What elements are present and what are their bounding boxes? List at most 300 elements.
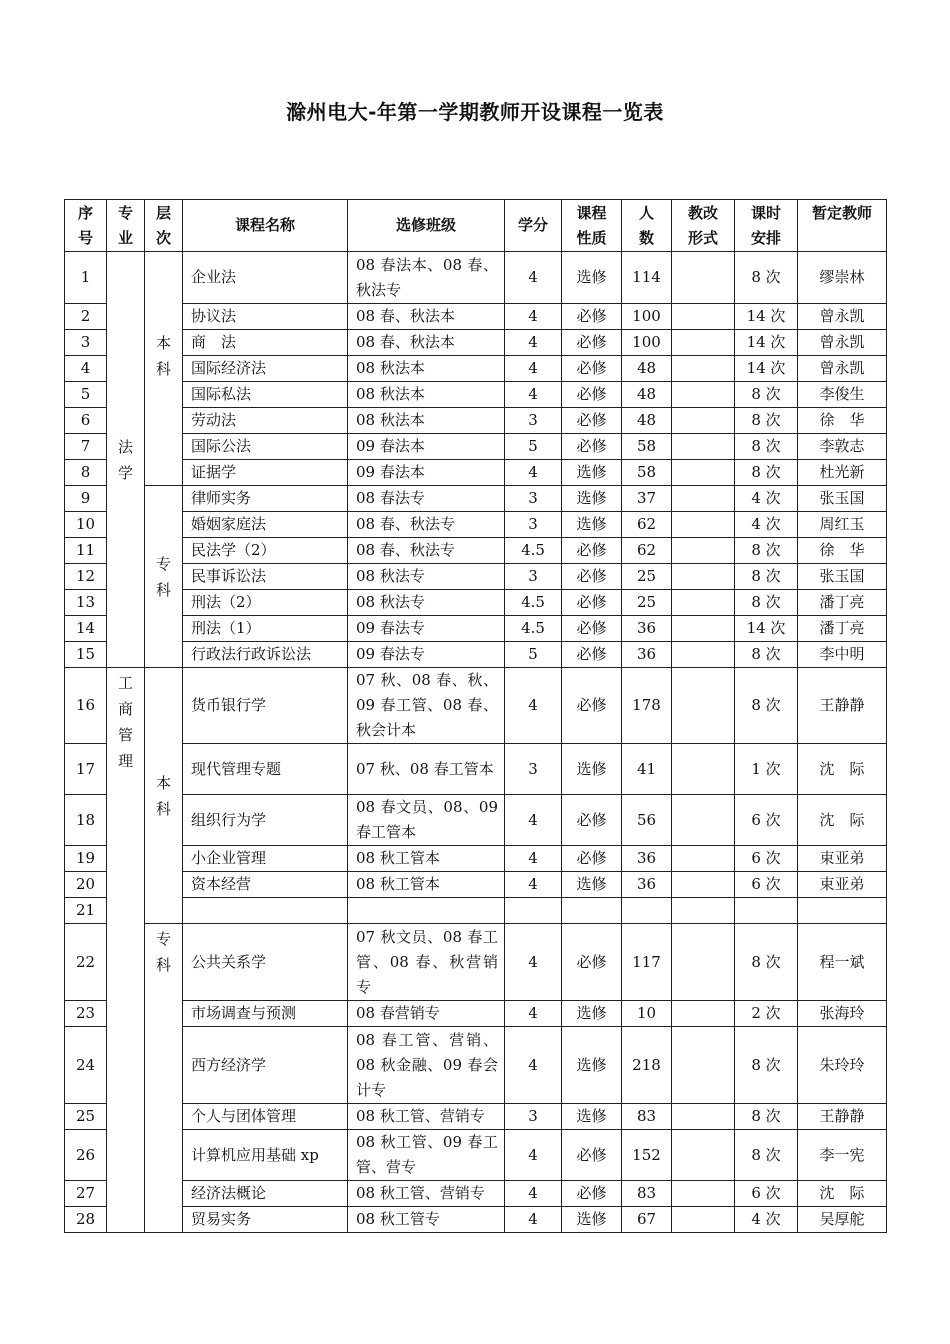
cell-reform-form	[672, 330, 735, 356]
cell-credits: 5	[505, 642, 562, 668]
cell-count: 25	[622, 590, 672, 616]
cell-seq: 20	[65, 872, 107, 898]
cell-seq: 18	[65, 795, 107, 846]
cell-schedule: 8 次	[735, 460, 798, 486]
cell-course-name: 公共关系学	[183, 924, 348, 1001]
cell-elective-class: 08 秋工管本	[348, 846, 505, 872]
cell-course-nature: 必修	[562, 1181, 622, 1207]
cell-elective-class: 08 秋法专	[348, 564, 505, 590]
cell-seq: 5	[65, 382, 107, 408]
cell-count: 62	[622, 512, 672, 538]
cell-elective-class: 08 春工管、营销、08 秋金融、09 春会计专	[348, 1027, 505, 1104]
cell-count: 10	[622, 1001, 672, 1027]
cell-seq: 6	[65, 408, 107, 434]
cell-teacher: 张玉国	[798, 564, 887, 590]
level-undergrad-business: 本科	[145, 668, 183, 924]
cell-reform-form	[672, 252, 735, 304]
table-row	[65, 1027, 887, 1104]
cell-course-name: 律师实务	[183, 486, 348, 512]
cell-schedule: 8 次	[735, 252, 798, 304]
cell-schedule: 8 次	[735, 564, 798, 590]
cell-seq: 23	[65, 1001, 107, 1027]
cell-schedule: 2 次	[735, 1001, 798, 1027]
cell-course-name: 货币银行学	[183, 668, 348, 744]
cell-course-nature: 必修	[562, 408, 622, 434]
cell-count: 100	[622, 330, 672, 356]
cell-teacher: 李一宪	[798, 1130, 887, 1181]
cell-course-name: 贸易实务	[183, 1207, 348, 1233]
header-major: 专业	[107, 200, 145, 252]
cell-elective-class: 07 秋、08 春、秋、09 春工管、08 春、秋会计本	[348, 668, 505, 744]
cell-schedule: 14 次	[735, 304, 798, 330]
cell-course-nature: 必修	[562, 924, 622, 1001]
cell-schedule: 14 次	[735, 356, 798, 382]
cell-credits: 3	[505, 486, 562, 512]
cell-course-nature: 选修	[562, 1001, 622, 1027]
cell-schedule: 8 次	[735, 642, 798, 668]
cell-credits	[505, 898, 562, 924]
cell-seq: 11	[65, 538, 107, 564]
cell-seq: 8	[65, 460, 107, 486]
cell-seq: 16	[65, 668, 107, 744]
table-row	[65, 538, 887, 564]
cell-course-name: 国际公法	[183, 434, 348, 460]
cell-teacher: 朱玲玲	[798, 1027, 887, 1104]
table-row	[65, 1130, 887, 1181]
cell-schedule: 8 次	[735, 1130, 798, 1181]
table-row	[65, 846, 887, 872]
cell-course-name: 西方经济学	[183, 1027, 348, 1104]
cell-reform-form	[672, 846, 735, 872]
table-row	[65, 590, 887, 616]
cell-teacher: 曾永凯	[798, 304, 887, 330]
cell-course-name: 国际私法	[183, 382, 348, 408]
cell-course-nature: 选修	[562, 486, 622, 512]
cell-course-nature: 必修	[562, 538, 622, 564]
cell-reform-form	[672, 564, 735, 590]
table-row	[65, 642, 887, 668]
header-course-name: 课程名称	[183, 200, 348, 252]
cell-elective-class: 08 秋法本	[348, 356, 505, 382]
cell-course-nature: 选修	[562, 460, 622, 486]
table-row	[65, 1001, 887, 1027]
cell-schedule: 8 次	[735, 538, 798, 564]
cell-course-name: 市场调查与预测	[183, 1001, 348, 1027]
cell-reform-form	[672, 1027, 735, 1104]
table-row	[65, 486, 887, 512]
cell-seq: 1	[65, 252, 107, 304]
cell-course-nature: 必修	[562, 1130, 622, 1181]
cell-credits: 4.5	[505, 538, 562, 564]
cell-reform-form	[672, 616, 735, 642]
cell-elective-class: 08 秋工管、营销专	[348, 1181, 505, 1207]
cell-credits: 5	[505, 434, 562, 460]
cell-seq: 22	[65, 924, 107, 1001]
cell-elective-class: 08 春文员、08、09 春工管本	[348, 795, 505, 846]
table-row	[65, 1181, 887, 1207]
cell-seq: 21	[65, 898, 107, 924]
cell-course-nature: 选修	[562, 1027, 622, 1104]
cell-seq: 13	[65, 590, 107, 616]
cell-seq: 10	[65, 512, 107, 538]
table-row	[65, 1104, 887, 1130]
cell-elective-class: 09 春法专	[348, 642, 505, 668]
cell-count: 58	[622, 434, 672, 460]
cell-teacher	[798, 898, 887, 924]
cell-elective-class: 08 秋工管、营销专	[348, 1104, 505, 1130]
cell-teacher: 沈 际	[798, 795, 887, 846]
cell-reform-form	[672, 434, 735, 460]
cell-schedule: 6 次	[735, 846, 798, 872]
cell-count: 36	[622, 616, 672, 642]
cell-teacher: 束亚弟	[798, 846, 887, 872]
cell-credits: 4	[505, 846, 562, 872]
cell-seq: 25	[65, 1104, 107, 1130]
cell-teacher: 杜光新	[798, 460, 887, 486]
cell-course-nature	[562, 898, 622, 924]
cell-schedule: 8 次	[735, 924, 798, 1001]
cell-credits: 3	[505, 564, 562, 590]
cell-course-name: 个人与团体管理	[183, 1104, 348, 1130]
cell-count: 48	[622, 356, 672, 382]
cell-teacher: 周红玉	[798, 512, 887, 538]
header-schedule: 课时安排	[735, 200, 798, 252]
cell-course-name: 经济法概论	[183, 1181, 348, 1207]
cell-course-nature: 选修	[562, 1104, 622, 1130]
cell-teacher: 徐 华	[798, 538, 887, 564]
cell-credits: 4	[505, 924, 562, 1001]
cell-course-nature: 选修	[562, 1207, 622, 1233]
table-row	[65, 304, 887, 330]
cell-credits: 4	[505, 252, 562, 304]
cell-reform-form	[672, 486, 735, 512]
cell-schedule: 14 次	[735, 330, 798, 356]
cell-count: 58	[622, 460, 672, 486]
cell-count: 37	[622, 486, 672, 512]
header-reform-form: 教改形式	[672, 200, 735, 252]
cell-elective-class: 08 春、秋法本	[348, 330, 505, 356]
major-law: 法学	[107, 252, 145, 668]
cell-credits: 4	[505, 382, 562, 408]
cell-course-name: 企业法	[183, 252, 348, 304]
cell-reform-form	[672, 898, 735, 924]
cell-schedule: 8 次	[735, 408, 798, 434]
cell-course-nature: 选修	[562, 872, 622, 898]
cell-count: 36	[622, 642, 672, 668]
cell-count: 100	[622, 304, 672, 330]
level-undergrad-law: 本科	[145, 252, 183, 486]
cell-seq: 12	[65, 564, 107, 590]
cell-credits: 4	[505, 1001, 562, 1027]
table-row	[65, 434, 887, 460]
major-business: 工商管理	[107, 668, 145, 1233]
cell-course-name: 刑法（1）	[183, 616, 348, 642]
cell-course-name: 协议法	[183, 304, 348, 330]
cell-course-name: 民事诉讼法	[183, 564, 348, 590]
table-row	[65, 330, 887, 356]
cell-course-nature: 必修	[562, 564, 622, 590]
cell-elective-class: 07 秋文员、08 春工管、08 春、秋营销专	[348, 924, 505, 1001]
cell-reform-form	[672, 668, 735, 744]
cell-reform-form	[672, 795, 735, 846]
cell-teacher: 曾永凯	[798, 356, 887, 382]
cell-teacher: 潘丁亮	[798, 616, 887, 642]
cell-course-name: 国际经济法	[183, 356, 348, 382]
cell-count: 36	[622, 846, 672, 872]
cell-reform-form	[672, 1181, 735, 1207]
cell-teacher: 曾永凯	[798, 330, 887, 356]
table-row	[65, 898, 887, 924]
table-row	[65, 744, 887, 795]
cell-elective-class: 08 春、秋法专	[348, 538, 505, 564]
cell-schedule: 4 次	[735, 1207, 798, 1233]
cell-count: 56	[622, 795, 672, 846]
cell-credits: 4	[505, 872, 562, 898]
cell-course-nature: 必修	[562, 642, 622, 668]
cell-course-name: 劳动法	[183, 408, 348, 434]
cell-schedule: 6 次	[735, 872, 798, 898]
cell-schedule: 8 次	[735, 382, 798, 408]
cell-course-nature: 必修	[562, 795, 622, 846]
cell-elective-class: 08 秋工管、09 春工管、营专	[348, 1130, 505, 1181]
cell-teacher: 徐 华	[798, 408, 887, 434]
cell-course-name: 刑法（2）	[183, 590, 348, 616]
header-credits: 学分	[505, 200, 562, 252]
cell-seq: 15	[65, 642, 107, 668]
table-row	[65, 408, 887, 434]
cell-reform-form	[672, 1001, 735, 1027]
cell-credits: 4	[505, 356, 562, 382]
cell-credits: 4	[505, 1027, 562, 1104]
header-level: 层次	[145, 200, 183, 252]
cell-reform-form	[672, 304, 735, 330]
cell-course-nature: 必修	[562, 356, 622, 382]
cell-teacher: 缪崇林	[798, 252, 887, 304]
cell-elective-class: 09 春法本	[348, 434, 505, 460]
header-elective-class: 选修班级	[348, 200, 505, 252]
cell-course-nature: 必修	[562, 304, 622, 330]
cell-seq: 17	[65, 744, 107, 795]
cell-schedule: 6 次	[735, 795, 798, 846]
cell-elective-class: 08 秋工管本	[348, 872, 505, 898]
cell-teacher: 吴厚舵	[798, 1207, 887, 1233]
cell-elective-class: 08 秋工管专	[348, 1207, 505, 1233]
cell-seq: 3	[65, 330, 107, 356]
cell-seq: 27	[65, 1181, 107, 1207]
cell-credits: 4	[505, 1181, 562, 1207]
cell-reform-form	[672, 744, 735, 795]
level-college-business: 专科	[145, 924, 183, 1233]
cell-reform-form	[672, 512, 735, 538]
cell-elective-class: 09 春法专	[348, 616, 505, 642]
cell-credits: 4	[505, 1130, 562, 1181]
cell-count: 83	[622, 1181, 672, 1207]
cell-count: 25	[622, 564, 672, 590]
cell-count: 62	[622, 538, 672, 564]
table-row	[65, 924, 887, 1001]
cell-seq: 19	[65, 846, 107, 872]
cell-seq: 2	[65, 304, 107, 330]
cell-elective-class: 08 春、秋法本	[348, 304, 505, 330]
cell-teacher: 张海玲	[798, 1001, 887, 1027]
cell-elective-class: 08 秋法本	[348, 382, 505, 408]
cell-seq: 4	[65, 356, 107, 382]
cell-course-nature: 必修	[562, 382, 622, 408]
cell-course-nature: 选修	[562, 252, 622, 304]
cell-teacher: 潘丁亮	[798, 590, 887, 616]
cell-elective-class: 07 秋、08 春工管本	[348, 744, 505, 795]
table-row	[65, 564, 887, 590]
cell-reform-form	[672, 538, 735, 564]
cell-reform-form	[672, 1130, 735, 1181]
course-table	[64, 199, 887, 1233]
cell-teacher: 张玉国	[798, 486, 887, 512]
level-college-law: 专科	[145, 486, 183, 668]
cell-schedule	[735, 898, 798, 924]
cell-elective-class: 08 秋法本	[348, 408, 505, 434]
header-teacher: 暂定教师	[798, 200, 887, 252]
cell-schedule: 14 次	[735, 616, 798, 642]
cell-course-nature: 必修	[562, 434, 622, 460]
cell-seq: 14	[65, 616, 107, 642]
cell-course-nature: 必修	[562, 330, 622, 356]
cell-credits: 4	[505, 668, 562, 744]
cell-count: 67	[622, 1207, 672, 1233]
cell-reform-form	[672, 924, 735, 1001]
cell-credits: 4	[505, 330, 562, 356]
cell-schedule: 8 次	[735, 590, 798, 616]
cell-course-name: 证据学	[183, 460, 348, 486]
cell-count: 83	[622, 1104, 672, 1130]
cell-teacher: 李敦志	[798, 434, 887, 460]
cell-count: 48	[622, 408, 672, 434]
table-row	[65, 616, 887, 642]
cell-elective-class: 08 秋法专	[348, 590, 505, 616]
table-row	[65, 872, 887, 898]
cell-course-name: 商 法	[183, 330, 348, 356]
cell-seq: 9	[65, 486, 107, 512]
cell-course-name: 资本经营	[183, 872, 348, 898]
table-row	[65, 252, 887, 304]
cell-teacher: 沈 际	[798, 1181, 887, 1207]
cell-course-name: 民法学（2）	[183, 538, 348, 564]
cell-seq: 26	[65, 1130, 107, 1181]
cell-credits: 4	[505, 460, 562, 486]
cell-reform-form	[672, 356, 735, 382]
cell-count: 218	[622, 1027, 672, 1104]
cell-course-name: 计算机应用基础 xp	[183, 1130, 348, 1181]
cell-schedule: 8 次	[735, 1104, 798, 1130]
cell-schedule: 8 次	[735, 668, 798, 744]
cell-reform-form	[672, 642, 735, 668]
table-header-row	[65, 200, 887, 252]
header-seq: 序号	[65, 200, 107, 252]
cell-course-name: 组织行为学	[183, 795, 348, 846]
cell-count	[622, 898, 672, 924]
cell-credits: 4.5	[505, 590, 562, 616]
cell-elective-class: 08 春营销专	[348, 1001, 505, 1027]
table-row	[65, 668, 887, 744]
cell-teacher: 王静静	[798, 1104, 887, 1130]
cell-seq: 7	[65, 434, 107, 460]
cell-course-nature: 选修	[562, 744, 622, 795]
header-course-nature: 课程性质	[562, 200, 622, 252]
cell-credits: 3	[505, 512, 562, 538]
cell-seq: 24	[65, 1027, 107, 1104]
cell-elective-class: 08 春法专	[348, 486, 505, 512]
cell-schedule: 8 次	[735, 1027, 798, 1104]
cell-course-name: 现代管理专题	[183, 744, 348, 795]
cell-count: 178	[622, 668, 672, 744]
page-title: 滁州电大-年第一学期教师开设课程一览表	[286, 100, 664, 124]
cell-course-name: 行政法行政诉讼法	[183, 642, 348, 668]
cell-reform-form	[672, 1104, 735, 1130]
cell-reform-form	[672, 408, 735, 434]
cell-reform-form	[672, 1207, 735, 1233]
cell-elective-class: 08 春、秋法专	[348, 512, 505, 538]
cell-teacher: 沈 际	[798, 744, 887, 795]
cell-seq: 28	[65, 1207, 107, 1233]
cell-count: 36	[622, 872, 672, 898]
cell-course-nature: 选修	[562, 512, 622, 538]
cell-course-name: 婚姻家庭法	[183, 512, 348, 538]
cell-schedule: 1 次	[735, 744, 798, 795]
cell-reform-form	[672, 590, 735, 616]
cell-credits: 4	[505, 1207, 562, 1233]
cell-count: 152	[622, 1130, 672, 1181]
table-row	[65, 356, 887, 382]
cell-teacher: 束亚弟	[798, 872, 887, 898]
cell-credits: 4.5	[505, 616, 562, 642]
cell-count: 41	[622, 744, 672, 795]
cell-credits: 3	[505, 744, 562, 795]
table-row	[65, 795, 887, 846]
cell-credits: 4	[505, 795, 562, 846]
table-row	[65, 512, 887, 538]
cell-reform-form	[672, 460, 735, 486]
cell-schedule: 4 次	[735, 512, 798, 538]
cell-credits: 4	[505, 304, 562, 330]
table-row	[65, 382, 887, 408]
cell-reform-form	[672, 872, 735, 898]
cell-count: 48	[622, 382, 672, 408]
cell-teacher: 李俊生	[798, 382, 887, 408]
cell-count: 114	[622, 252, 672, 304]
cell-credits: 3	[505, 408, 562, 434]
cell-course-nature: 必修	[562, 590, 622, 616]
table-row	[65, 1207, 887, 1233]
cell-teacher: 程一斌	[798, 924, 887, 1001]
cell-elective-class	[348, 898, 505, 924]
cell-count: 117	[622, 924, 672, 1001]
cell-course-nature: 必修	[562, 668, 622, 744]
cell-teacher: 王静静	[798, 668, 887, 744]
cell-credits: 3	[505, 1104, 562, 1130]
cell-elective-class: 09 春法本	[348, 460, 505, 486]
cell-schedule: 6 次	[735, 1181, 798, 1207]
cell-schedule: 4 次	[735, 486, 798, 512]
cell-elective-class: 08 春法本、08 春、秋法专	[348, 252, 505, 304]
cell-course-name	[183, 898, 348, 924]
cell-schedule: 8 次	[735, 434, 798, 460]
cell-course-name: 小企业管理	[183, 846, 348, 872]
cell-reform-form	[672, 382, 735, 408]
table-row	[65, 460, 887, 486]
cell-course-nature: 必修	[562, 616, 622, 642]
cell-course-nature: 必修	[562, 846, 622, 872]
cell-teacher: 李中明	[798, 642, 887, 668]
header-count: 人数	[622, 200, 672, 252]
